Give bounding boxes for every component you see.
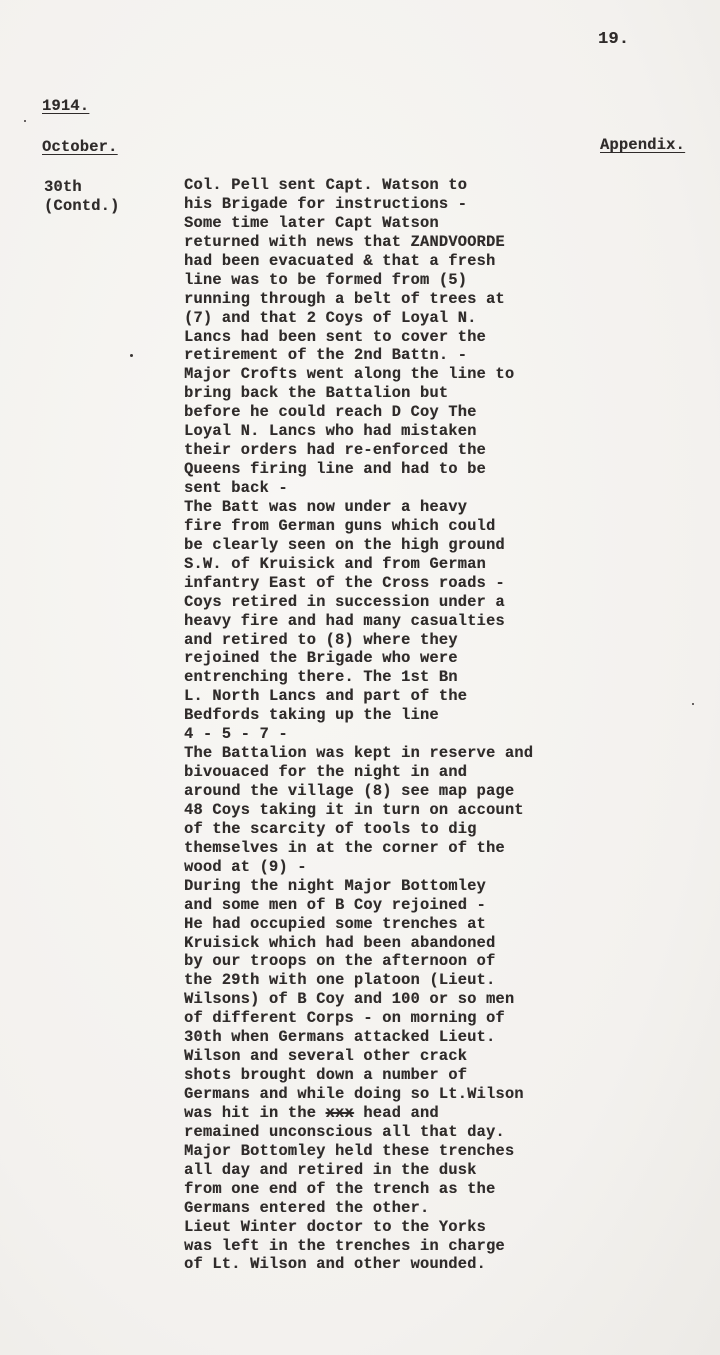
text-line: Some time later Capt Watson [184,213,439,232]
text-line: had been evacuated & that a fresh [184,251,496,270]
text-line: He had occupied some trenches at [184,914,486,933]
text-line: bivouaced for the night in and [184,763,468,782]
date-column [44,178,120,216]
text-line: be clearly seen on the high ground [184,535,505,554]
appendix-heading: Appendix. [600,136,685,154]
text-line: L. North Lancs and part of the [184,687,468,706]
text-line: 48 Coys taking it in turn on account [184,800,524,819]
text-line: (7) and that 2 Coys of Loyal N. [184,308,477,327]
date-day: 30th [44,178,82,196]
text-line: infantry East of the Cross roads - [184,573,505,592]
text-line: S.W. of Kruisick and from German [184,554,486,573]
ink-speck [130,354,133,357]
text-line: heavy fire and had many casualties [184,611,505,630]
text-line: shots brought down a number of [184,1066,468,1085]
text-line: Queens firing line and had to be [184,460,486,479]
text-line: Wilsons) of B Coy and 100 or so men [184,990,515,1009]
text-line: returned with news that ZANDVOORDE [184,232,505,251]
text-line: Bedfords taking up the line [184,706,439,725]
text-line: of Lt. Wilson and other wounded. [184,1255,486,1274]
text-line: and retired to (8) where they [184,630,458,649]
text-line: The Batt was now under a heavy [184,497,468,516]
text-line: entrenching there. The 1st Bn [184,668,458,687]
text-line: 30th when Germans attacked Lieut. [184,1028,496,1047]
text-line: bring back the Battalion but [184,384,449,403]
text-line: line was to be formed from (5) [184,270,468,289]
date-note: (Contd.) [44,197,120,215]
text-line: Coys retired in succession under a [184,592,505,611]
text-line [184,1104,704,1123]
text-line: remained unconscious all that day. [184,1122,505,1141]
text-line: of different Corps - on morning of [184,1009,505,1028]
text-line: by our troops on the afternoon of [184,952,496,971]
text-fragment: was hit in the [184,1103,326,1122]
text-line: Lancs had been sent to cover the [184,327,486,346]
text-line: around the village (8) see map page [184,782,515,800]
text-line: wood at (9) - [184,857,307,876]
ink-speck [24,120,26,122]
text-line: before he could reach D Coy The [184,403,477,422]
text-line: retirement of the 2nd Battn. - [184,346,468,365]
text-line: and some men of B Coy rejoined - [184,895,486,914]
text-line: fire from German guns which could [184,516,496,535]
page-number: 19. [598,30,630,49]
text-line: Lieut Winter doctor to the Yorks [184,1217,486,1236]
text-line: all day and retired in the dusk [184,1160,477,1179]
text-line: Major Crofts went along the line to [184,365,515,384]
struck-word: xxx [325,1103,354,1122]
text-line: Germans entered the other. [184,1198,430,1217]
text-line: Loyal N. Lancs who had mistaken [184,422,477,441]
text-line: from one end of the trench as the [184,1179,496,1198]
text-line: Wilson and several other crack [184,1047,468,1066]
diary-body [184,176,704,1274]
text-line: sent back - [184,479,288,497]
ink-speck [692,703,694,705]
text-fragment: head and [353,1103,439,1122]
text-line: was left in the trenches in charge [184,1236,505,1255]
month-heading: October. [42,138,118,156]
text-line: their orders had re-enforced the [184,441,486,460]
text-line: rejoined the Brigade who were [184,649,458,668]
text-line: The Battalion was kept in reserve and [184,744,534,763]
text-line: themselves in at the corner of the [184,838,505,857]
year-heading: 1914. [42,97,90,115]
text-line: of the scarcity of tools to dig [184,819,477,838]
text-line: running through a belt of trees at [184,289,505,308]
text-line: 4 - 5 - 7 - [184,725,288,744]
text-line: the 29th with one platoon (Lieut. [184,971,496,990]
text-line: his Brigade for instructions - [184,194,468,213]
text-line: Major Bottomley held these trenches [184,1141,515,1160]
text-line: Kruisick which had been abandoned [184,933,496,952]
text-line: Germans and while doing so Lt.Wilson [184,1085,524,1103]
text-line: Col. Pell sent Capt. Watson to [184,176,468,194]
text-line: During the night Major Bottomley [184,876,486,895]
